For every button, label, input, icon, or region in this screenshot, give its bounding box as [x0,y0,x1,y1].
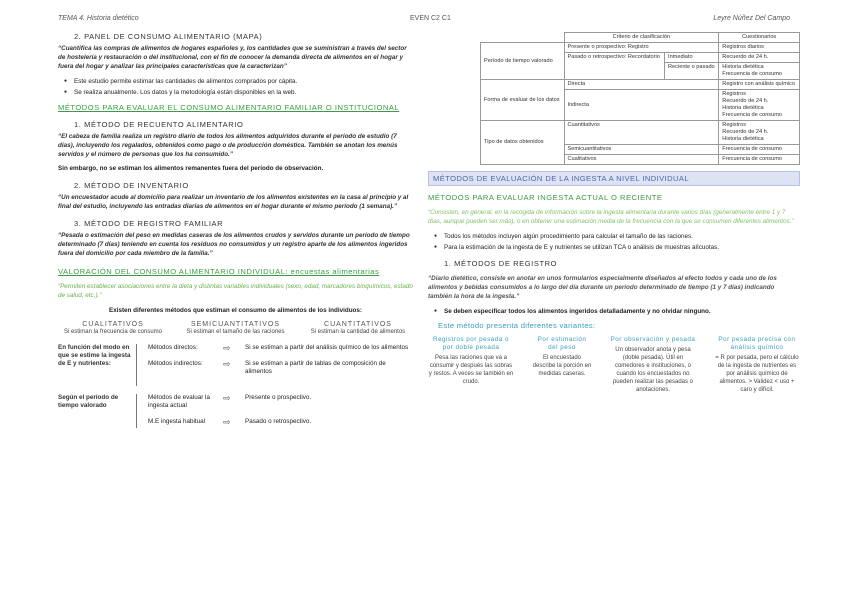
variant-desc: El encuestado describe la porción en medidas caseras. [532,355,592,377]
arrow-right-icon: ⇨ [223,417,231,427]
arrow-right-icon: ⇨ [223,359,231,369]
actual-quote: “Consisten, en general, en la recogida de información sobre la ingesta alimentaria durante varios días (generalmente entre 1 y 7 días, aunque pueden ser más), o en obtener una estimación media de la frecuencia con la que se consumen diferentes alimentos.” [428,209,794,225]
variants-title: Este método presenta diferentes variantes: [438,321,596,330]
variant-desc: Un observador anota y pesa (doble pesada). Útil en comedores e instituciones, o cuando los encuestados no pueden realizar las pesadas o anotaciones. [612,347,694,393]
group-rows [148,344,413,384]
indiv-quote: “Permiten establecer asociaciones entre la dieta y distintas variables individuales (sexo, edad, marcadores bioquímicos, estado de salud, etc.).” [58,283,413,299]
variant-observacion [610,336,696,394]
right-column [428,32,800,394]
table-cell: Semicuantitativos [564,145,719,155]
cls-desc: Si estiman el tamaño de las raciones [186,329,285,335]
list-item: ● Se deben especificar todos los alimentos ingeridos detalladamente y no olvidar ninguno. [434,307,800,316]
m1-note: Sin embargo, no se estiman los alimentos remanentes fuera del período de observación. [58,165,324,172]
row-method: M.E ingesta habitual [148,418,206,425]
variant-doble-pesada [428,336,514,394]
table-cell: Directa [564,80,719,90]
row-desc: Pasado o retrospectivo. [245,418,312,425]
table-cell: Registros Recuerdo de 24 h. Historia dietética [719,121,800,145]
m3-quote: “Pesada o estimación del peso en medidas caseras de los alimentos crudos y servidos durante un período de tiempo determinado (7 días) teniendo en cuenta los residuos no consumidos y un registro aparte de los alimentos ingeridos fuera del domicilio por cada miembro de la familia.” [58,232,410,257]
group-label: En función del modo en que se estime la ingesta de E y nutrientes: [58,344,131,367]
table-cell: Pasado o retrospectivo: Recordatorio [564,53,665,80]
cls-cualitativos [58,321,168,336]
variants-row [428,336,800,394]
section-bar-title: MÉTODOS DE EVALUACIÓN DE LA INGESTA A NIVEL INDIVIDUAL [428,171,800,186]
group-row [148,418,413,426]
table-header: Cuestionarios [719,33,800,43]
table-cell: Tipo de datos obtenidos [481,121,565,165]
row-desc: Presente o prospectivo. [245,394,312,401]
sec2-title: 2. PANEL DE CONSUMO ALIMENTARIO (MAPA) [74,32,263,41]
sec2-quote: “Cuantifica las compras de alimentos de hogares españoles y, los cantidades que se suministran a través del sector de hostelería y restauración o del institucional, con el fin de conocer la demanda directa de alimentos en el hogar y fuera del hogar y analizar las principales características que la caracterizan” [58,45,407,70]
classification-table [480,32,800,165]
table-cell: Cualitativos [564,155,719,165]
table-cell: Inmediato [665,53,719,63]
group-intake-mode [58,344,413,386]
cls-title: SEMICUANTITATIVOS [190,321,281,328]
brace [136,344,142,386]
left-column [58,32,413,434]
group-row [148,344,413,352]
table-cell: Registros diarios [719,43,800,53]
variant-title: Por pesada precisa con análisis químico [718,336,796,351]
indiv-title: VALORACIÓN DEL CONSUMO ALIMENTARIO INDIVIDUAL: encuestas alimentarias [58,267,380,276]
cls-desc: Si estiman la cantidad de alimentos [310,329,406,335]
group-time-period [58,394,413,434]
cls-cuantitativos [303,321,413,336]
group-row [148,360,413,376]
table-cell: Forma de evaluar de los datos [481,80,565,121]
m2-quote: “Un encuestador acude al domicilio para realizar un inventario de los alimentos existentes en la casa al principio y al final del estudio, incluyendo las entradas diarias de alimentos en el hogar durante el mismo período (1 semana).” [58,194,409,210]
row-method: Métodos directos: [148,344,198,351]
variant-title: Por estimación del peso [537,336,587,351]
list-item: ● Se realiza anualmente. Los datos y la metodología están disponibles en la web. [64,88,413,97]
table-cell [481,33,565,43]
table-cell: Registro con análisis químico [719,80,800,90]
cls-semicuantitativos [181,321,291,336]
table-row [481,121,800,145]
methods-title: MÉTODOS PARA EVALUAR EL CONSUMO ALIMENTARIO FAMILIAR O INSTITUCIONAL [58,103,400,112]
row-method: Métodos de evaluar la ingesta actual [148,394,210,409]
variant-desc: = R por pesada, pero el cálculo de la ingesta de nutrientes es por análisis químico de alimentos. > Validez < uso + caro y difícil. [715,355,799,393]
table-cell: Reciente o pasado [665,63,719,80]
table-row [481,33,800,43]
cls-title: CUALITATIVOS [82,321,144,328]
table-cell: Recuerdo de 24 h. [719,53,800,63]
actual-bullets [434,232,800,252]
table-cell: Frecuencia de consumo [719,155,800,165]
table-row [481,80,800,90]
variant-desc: Pesa las raciones que va a consumir y después las sobras y restos. A veces se también en crudo. [428,355,514,385]
variant-analisis-quimico [714,336,800,394]
header-right: Leyre Núñez Del Campo [713,15,790,22]
list-item: ● Para la estimación de la ingesta de E y nutrientes se utilizan TCA o análisis de muestras alícuotas. [434,243,800,252]
variant-title: Registros por pesada o por doble pesada [432,336,510,351]
header-center: EVEN C2 C1 [410,15,451,22]
sec2-bullets [64,77,413,97]
arrow-right-icon: ⇨ [223,393,231,403]
table-cell: Indirecta [564,90,719,121]
list-item: ● Este estudio permite estimar las cantidades de alimentos comprados por cápita. [64,77,413,86]
table-cell: Frecuencia de consumo [719,145,800,155]
m1-quote: “El cabeza de familia realiza un registro diario de todos los alimentos adquiridos durante el período de estudio (7 días), incluyendo los regalados, obtenidos como pago o de producción doméstica. También se anotan los menús servidos y el número de personas que los ha consumido.” [58,133,398,158]
reg-quote: “Diario dietético, consiste en anotar en unos formularios especialmente diseñados al efecto todos y cada uno de los alimentos y bebidas consumidos a lo largo del día durante un período determinado de tiempo (1 y 7 días) indicando también la hora de la ingesta.” [428,275,777,300]
row-method: Métodos indirectos: [148,360,203,367]
table-cell: Período de tiempo valorado [481,43,565,80]
m1-title: 1. MÉTODO DE RECUENTO ALIMENTARIO [74,120,244,129]
arrow-right-icon: ⇨ [223,343,231,353]
cls-title: CUANTITATIVOS [324,321,392,328]
brace [136,394,142,428]
group-row [148,394,413,410]
list-item: ● Todos los métodos incluyen algún procedimiento para calcular el tamaño de las raciones. [434,232,800,241]
table-cell: Historia dietética Frecuencia de consumo [719,63,800,80]
row-desc: Si se estiman a partir de tablas de composición de alimentos [245,360,386,375]
group-rows [148,394,413,434]
actual-title: MÉTODOS PARA EVALUAR INGESTA ACTUAL O RECIENTE [428,193,663,202]
table-cell: Cuantitativos [564,121,719,145]
variant-title: Por observación y pesada [610,336,696,343]
reg-title: 1. MÉTODOS DE REGISTRO [444,259,558,268]
m3-title: 3. MÉTODO DE REGISTRO FAMILIAR [74,219,224,228]
table-cell: Registros Recuerdo de 24 h. Historia dietética Frecuencia de consumo [719,90,800,121]
cls-desc: Si estiman la frecuencia de consumo [63,329,163,335]
group-label: Según el período de tiempo valorado [58,394,119,409]
reg-bullets [434,307,800,316]
row-desc: Si se estiman a partir del análisis químico de los alimentos [245,344,409,351]
table-header: Criterio de clasificación [564,33,719,43]
table-row [481,43,800,53]
table-cell: Presente o prospectivo: Registro [564,43,719,53]
indiv-intro: Existen diferentes métodos que estiman el consumo de alimentos de los individuos: [109,307,362,314]
classification-row [58,321,413,336]
m2-title: 2. MÉTODO DE INVENTARIO [74,181,189,190]
variant-estimacion [532,336,592,394]
header-left: TEMA 4. Historia dietético [58,15,139,22]
